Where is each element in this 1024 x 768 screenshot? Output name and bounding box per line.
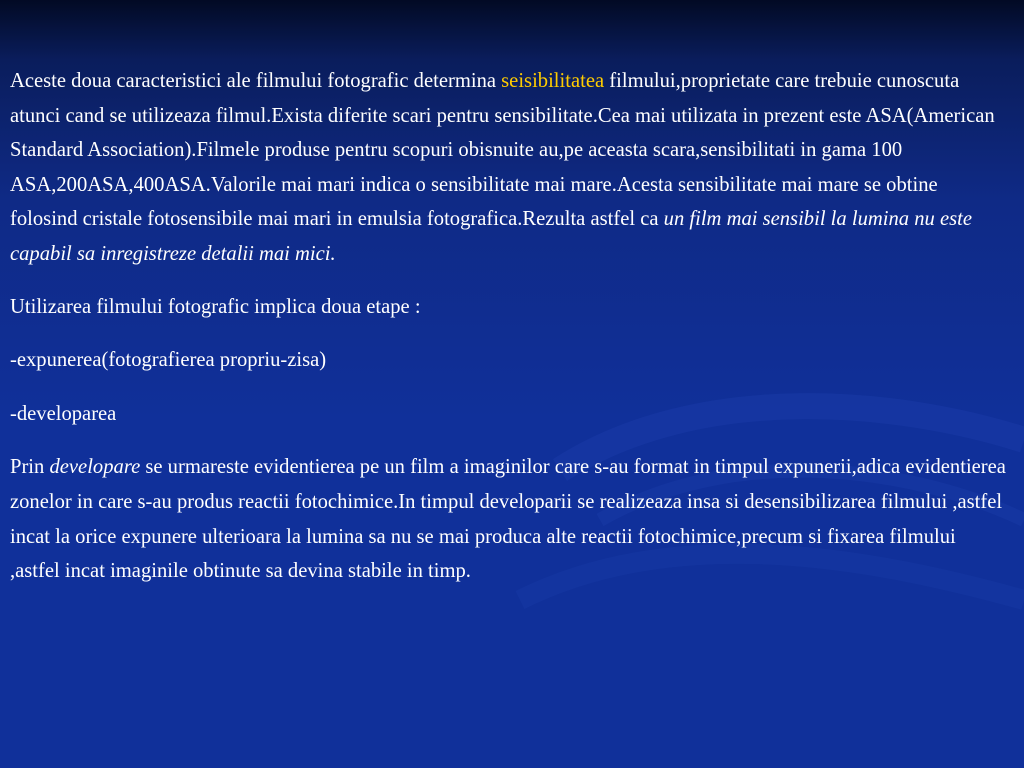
- paragraph-5-text: se urmareste evidentierea pe un film a imaginilor care s-au format in timpul expunerii,adica evidentierea zonelor in care s-au produs reactii fotochimice.In timpul developarii se realizeaza insa si desensibilizarea filmului ,astfel incat la orice expunere ulterioara la lumina sa nu se mai produca alte reactii fotochimice,precum si fixarea filmului ,astfel incat imaginile obtinute sa devina stabile in timp.: [10, 456, 1006, 583]
- italic-conclusion: un film mai sensibil la lumina nu este capabil sa inregistreze detalii mai mici.: [10, 208, 972, 265]
- highlighted-term-sensitivity: seisibilitatea: [501, 70, 605, 92]
- paragraph-1-text: Aceste doua caracteristici ale filmului fotografic determina: [10, 70, 502, 92]
- list-item-developing: -developarea: [10, 402, 117, 425]
- list-item-exposure: -expunerea(fotografierea propriu-zisa): [10, 349, 327, 372]
- paragraph-film-usage-stages: Utilizarea filmului fotografic implica doua etape :: [10, 295, 421, 318]
- paragraph-film-sensitivity: [10, 64, 1006, 272]
- paragraph-developing-description: [10, 450, 1006, 588]
- paragraph-5-prefix: Prin: [10, 456, 50, 479]
- italic-term-developare: developare: [49, 456, 141, 479]
- paragraph-1-continuation: filmului,proprietate care trebuie cunoscuta atunci cand se utilizeaza filmul.Exista diferite scari pentru sensibilitate.Cea mai utilizata in prezent este ASA(American Standard Association).Filmele produse pentru scopuri obisnuite au,pe aceasta scara,sensibilitati in gama 100 ASA,200ASA,400ASA.Valorile mai mari indica o sensibilitate mai mare.Acesta sensibilitate mai mare se obtine folosind cristale fotosensibile mai mari in emulsia fotografica.Rezulta astfel ca: [10, 70, 995, 231]
- slide-text-body: [10, 64, 1006, 607]
